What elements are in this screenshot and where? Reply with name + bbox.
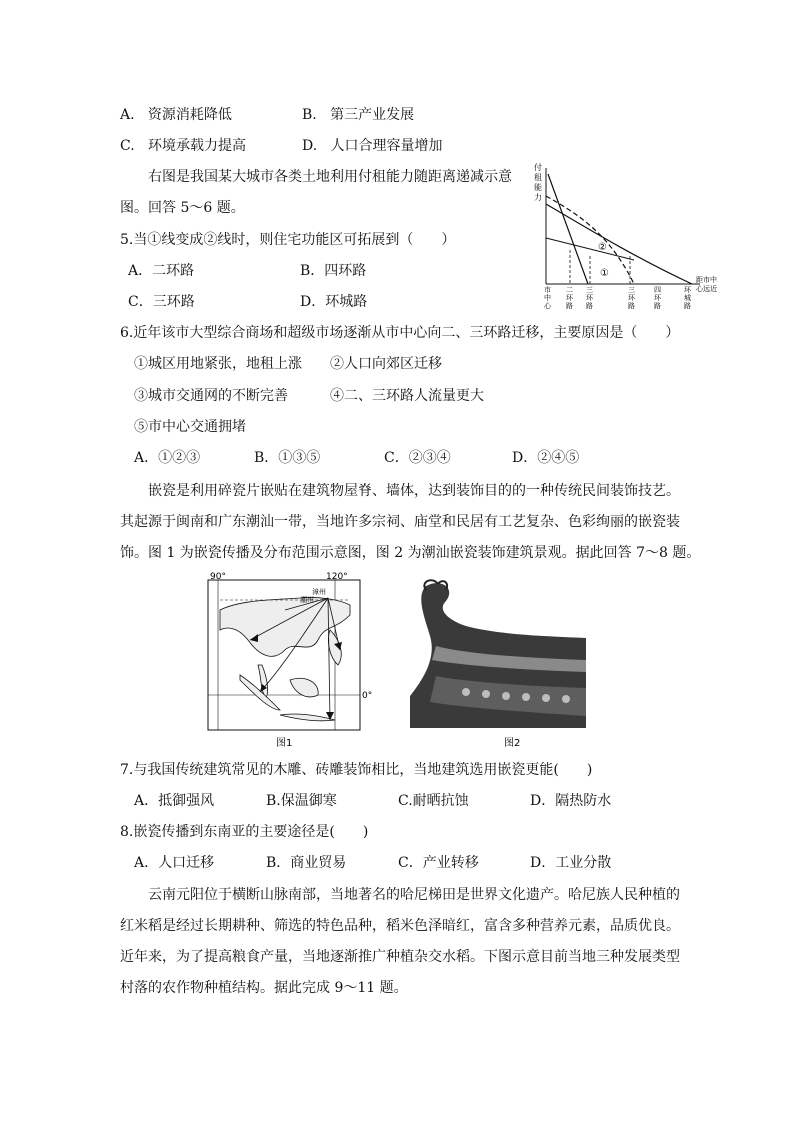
svg-text:二: 二 <box>566 286 573 294</box>
intro-9-11-line4: 村落的农作物种植结构。据此完成 9～11 题。 <box>120 980 408 996</box>
rent-gradient-chart <box>530 160 730 320</box>
q6-option-d: D．②④⑤ <box>512 450 580 466</box>
intro-9-11-line1: 云南元阳位于横断山脉南部，当地著名的哈尼梯田是世界文化遗产。哈尼族人民种植的 <box>148 887 680 903</box>
figure2-photo <box>406 576 586 752</box>
svg-text:环: 环 <box>586 294 593 302</box>
option-text: 第三产业发展 <box>330 107 415 123</box>
chart-xlabel-2: 心远近 <box>696 285 717 293</box>
intro-5-6-line1: 右图是我国某大城市各类土地利用付租能力随距离递减示意 <box>148 169 512 185</box>
chart-line-2 <box>546 196 634 284</box>
svg-text:环: 环 <box>628 294 635 302</box>
q6-stem: 6.近年该市大型综合商场和超级市场逐渐从市中心向二、三环路迁移，主要原因是（ ） <box>120 325 680 341</box>
svg-text:路: 路 <box>586 302 593 310</box>
chart-ylabel-3: 能 <box>534 183 542 192</box>
chart-ylabel-4: 力 <box>534 193 542 202</box>
figure2-caption: 图2 <box>504 738 521 749</box>
q5-option-b: B．四环路 <box>300 263 367 279</box>
intro-5-6-line2: 图。回答 5～6 题。 <box>120 200 245 216</box>
q4-option-a <box>120 104 232 124</box>
intro-7-8-line2: 其起源于闽南和广东潮汕一带，当地许多宗祠、庙堂和民居有工艺复杂、色彩绚丽的嵌瓷装 <box>120 514 680 530</box>
q6-option-a: A．①②③ <box>134 450 201 466</box>
map-label-chaozhou: 潮州 <box>300 596 314 604</box>
map-lat-0: 0° <box>362 691 373 701</box>
chart-xlabel-1: 距市中 <box>696 276 717 284</box>
intro-7-8-line1: 嵌瓷是利用碎瓷片嵌贴在建筑物屋脊、墙体，达到装饰目的的一种传统民间装饰技艺。 <box>148 483 680 499</box>
map-lon-90: 90° <box>210 572 226 582</box>
intro-9-11-line2: 红米稻是经过长期耕种、筛选的特色品种，稻米色泽暗红，富含多种营养元素，品质优良。 <box>120 918 680 934</box>
intro-7-8-line3: 饰。图 1 为嵌瓷传播及分布范围示意图，图 2 为潮汕嵌瓷装饰建筑景观。据此回答 7～8 题。 <box>120 545 701 561</box>
q4-option-d <box>302 135 443 155</box>
q6-item-3: ③城市交通网的不断完善 <box>134 388 288 404</box>
svg-text:心: 心 <box>544 302 551 310</box>
svg-text:环: 环 <box>566 294 573 302</box>
map-label-zhangzhou: 漳州 <box>312 588 326 596</box>
svg-text:三: 三 <box>628 286 635 294</box>
q7-option-c: C.耐晒抗蚀 <box>398 793 469 809</box>
chart-ylabel-2: 租 <box>534 173 542 182</box>
q6-option-b: B．①③⑤ <box>254 450 321 466</box>
svg-text:环: 环 <box>654 294 661 302</box>
chart-mark-2: ② <box>598 242 607 253</box>
chart-mark-1: ① <box>600 268 609 279</box>
intro-9-11-line3: 近年来，为了提高粮食产量，当地逐渐推广种植杂交水稻。下图示意目前当地三种发展类型 <box>120 949 680 965</box>
svg-text:三: 三 <box>586 286 593 294</box>
option-text: 资源消耗降低 <box>147 107 232 123</box>
option-label: B. <box>302 107 317 123</box>
q7-stem: 7.与我国传统建筑常见的木雕、砖雕装饰相比，当地建筑选用嵌瓷更能( ) <box>120 762 593 778</box>
q8-option-d: D．工业分散 <box>530 855 612 871</box>
svg-text:路: 路 <box>628 302 635 310</box>
svg-text:路: 路 <box>566 302 573 310</box>
q8-option-b: B．商业贸易 <box>266 855 347 871</box>
q6-item-4: ④二、三环路人流量更大 <box>330 388 484 404</box>
q4-option-b <box>302 104 414 124</box>
map-lon-120: 120° <box>326 572 348 582</box>
option-label: D. <box>302 138 318 154</box>
q8-option-c: C．产业转移 <box>398 855 479 871</box>
q7-option-b: B.保温御寒 <box>266 793 337 809</box>
chart-ylabel-1: 付 <box>534 163 542 172</box>
svg-text:四: 四 <box>654 286 661 294</box>
q8-stem: 8.嵌瓷传播到东南亚的主要途径是( ) <box>120 824 369 840</box>
q5-stem: 5.当①线变成②线时，则住宅功能区可拓展到（ ） <box>120 232 456 248</box>
option-text: 人口合理容量增加 <box>330 138 443 154</box>
figure1-map <box>200 570 373 750</box>
q7-option-a: A．抵御强风 <box>134 793 215 809</box>
q4-option-c <box>120 135 246 155</box>
chart-line-commercial <box>548 174 588 284</box>
q8-option-a: A．人口迁移 <box>134 855 215 871</box>
option-label: A. <box>120 107 135 123</box>
svg-text:中: 中 <box>544 294 551 302</box>
option-text: 环境承载力提高 <box>148 138 247 154</box>
chart-line-1 <box>546 204 692 284</box>
svg-text:环: 环 <box>684 286 691 294</box>
svg-text:路: 路 <box>654 302 661 310</box>
q5-option-d: D．环城路 <box>300 294 368 310</box>
q5-option-c: C．三环路 <box>128 294 195 310</box>
svg-text:路: 路 <box>684 302 691 310</box>
option-label: C. <box>120 138 135 154</box>
q6-item-2: ②人口向郊区迁移 <box>330 356 442 372</box>
q7-option-d: D．隔热防水 <box>530 793 612 809</box>
q6-option-c: C．②③④ <box>384 450 451 466</box>
q6-item-5: ⑤市中心交通拥堵 <box>134 419 246 435</box>
q6-item-1: ①城区用地紧张，地租上涨 <box>134 356 302 372</box>
svg-text:城: 城 <box>684 294 691 302</box>
q5-option-a: A．二环路 <box>128 263 195 279</box>
chart-ticks <box>544 285 692 310</box>
svg-text:市: 市 <box>544 286 551 294</box>
figure1-caption: 图1 <box>276 738 293 749</box>
